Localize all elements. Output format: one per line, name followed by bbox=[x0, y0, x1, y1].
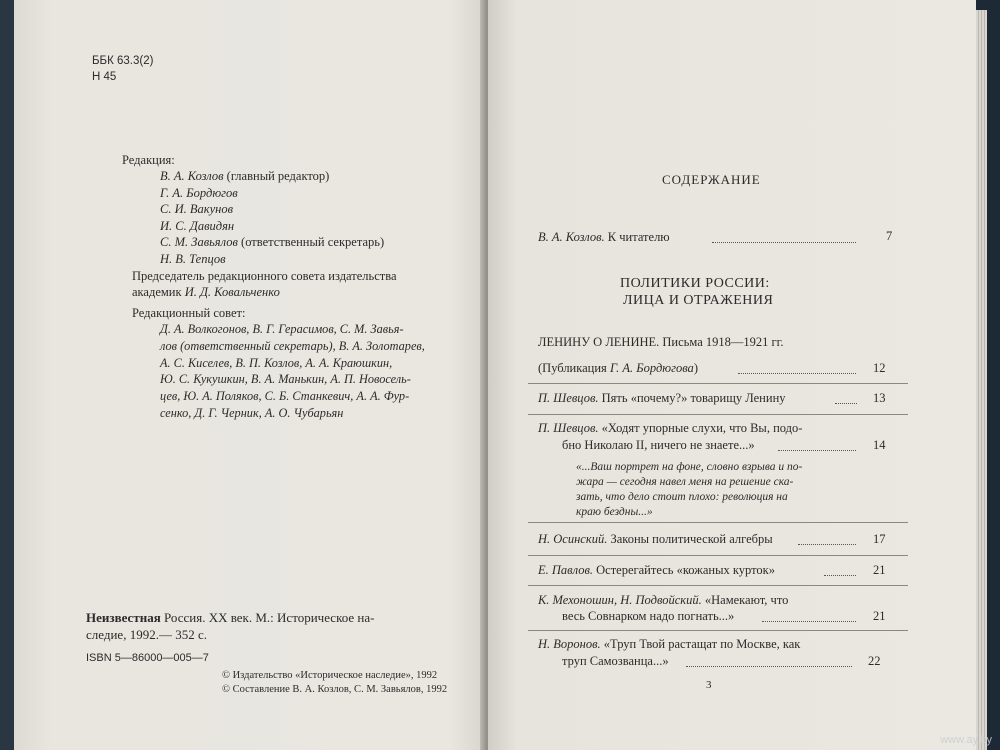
council-line: Д. А. Волкогонов, В. Г. Герасимов, С. М. Завья- bbox=[160, 322, 404, 336]
leader-dots bbox=[738, 373, 856, 374]
leader-dots bbox=[686, 666, 852, 667]
toc-author: Н. Осинский. bbox=[538, 532, 608, 546]
page-number-intro: 7 bbox=[886, 229, 893, 243]
toc-entry-6-line-1 bbox=[538, 637, 800, 652]
editor-name: В. А. Козлов bbox=[160, 169, 224, 183]
leader-dots bbox=[762, 621, 856, 622]
page-number-lenin: 12 bbox=[873, 361, 886, 375]
council-line: лов (ответственный секретарь), В. А. Золотарев, bbox=[160, 338, 425, 353]
editor-row bbox=[160, 186, 238, 201]
toc-title: Остерегайтесь «кожаных курток» bbox=[593, 563, 775, 577]
chairman-line: Председатель редакционного совета издательства bbox=[132, 269, 397, 283]
toc-author: Н. Воронов. bbox=[538, 637, 601, 651]
quote-line: зать, что дело стоит плохо: революция на bbox=[576, 491, 788, 503]
editor-name: И. С. Давидян bbox=[160, 218, 235, 233]
bbk-code: ББК 63.3(2) bbox=[92, 55, 154, 67]
leader-dots bbox=[798, 544, 856, 545]
leader-dots bbox=[712, 242, 856, 243]
editor-name: Н. В. Тепцов bbox=[160, 251, 226, 266]
pub-name: Г. А. Бордюгова bbox=[609, 361, 694, 375]
separator bbox=[528, 585, 908, 586]
toc-entry-6-line-2: труп Самозванца...» bbox=[562, 654, 669, 668]
editor-name: Г. А. Бордюгов bbox=[160, 185, 238, 200]
toc-author: К. Мехоношин, Н. Подвойский. bbox=[538, 593, 702, 607]
toc-title: «Ходят упорные слухи, что Вы, подо- bbox=[598, 421, 803, 435]
editor-row bbox=[160, 202, 233, 217]
toc-title: «Намекают, что bbox=[701, 593, 789, 607]
council-line: сенко, Д. Г. Черник, А. О. Чубарьян bbox=[160, 406, 344, 420]
chairman bbox=[132, 285, 280, 300]
editor-row bbox=[160, 252, 226, 267]
editor-name: С. М. Завьялов bbox=[160, 235, 238, 249]
separator bbox=[528, 383, 908, 384]
toc-author: Е. Павлов. bbox=[538, 563, 593, 577]
bibliographic-line-1 bbox=[86, 610, 374, 625]
toc-author: П. Шевцов. bbox=[538, 421, 599, 435]
toc-author: В. А. Козлов. bbox=[538, 230, 605, 244]
council-line: А. С. Киселев, В. П. Козлов, А. А. Краюшкин, bbox=[160, 355, 393, 370]
page-number-entry-1: 13 bbox=[873, 391, 886, 405]
editor-row bbox=[160, 169, 329, 184]
page-number-entry-5: 21 bbox=[873, 609, 886, 623]
right-page bbox=[488, 0, 976, 750]
author-index: Н 45 bbox=[92, 71, 117, 83]
editor-row bbox=[160, 219, 234, 234]
lenin-letters-heading: ЛЕНИНУ О ЛЕНИНЕ. Письма 1918—1921 гг. bbox=[538, 335, 784, 349]
toc-entry-5-line-1 bbox=[538, 593, 788, 608]
quote-line: жара — сегодня навел меня на решение ска- bbox=[576, 476, 794, 488]
editor-name: С. И. Вакунов bbox=[160, 202, 234, 216]
section-title-line-1: ПОЛИТИКИ РОССИИ: bbox=[620, 276, 770, 291]
bibliographic-line-2: следие, 1992.— 352 с. bbox=[86, 627, 207, 642]
separator bbox=[528, 555, 908, 556]
toc-entry-2-line-2: бно Николаю II, ничего не знаете...» bbox=[562, 438, 755, 452]
toc-entry-1 bbox=[538, 391, 786, 406]
separator bbox=[528, 630, 908, 631]
editor-role: (главный редактор) bbox=[223, 169, 330, 183]
quote-line: «...Ваш портрет на фоне, словно взрыва и по- bbox=[576, 461, 803, 473]
watermark: www.ay.by bbox=[940, 734, 992, 746]
biblio-line1-text: Россия. XX век. М.: Историческое на- bbox=[160, 610, 375, 625]
chairman-title: академик bbox=[132, 285, 185, 299]
council-line: цев, Ю. А. Поляков, С. Б. Станкевич, А. А. Фур- bbox=[160, 389, 410, 404]
separator bbox=[528, 414, 908, 415]
toc-title: Законы политической алгебры bbox=[607, 532, 773, 546]
page-number-entry-2: 14 bbox=[873, 438, 886, 452]
editor-role: (ответственный секретарь) bbox=[237, 235, 385, 249]
chairman-name: И. Д. Ковальченко bbox=[184, 285, 280, 299]
toc-entry-2-line-1 bbox=[538, 421, 802, 436]
pub-prefix: (Публикация bbox=[538, 361, 610, 375]
toc-author: П. Шевцов. bbox=[538, 391, 599, 405]
pub-suffix: ) bbox=[693, 361, 698, 375]
editor-row bbox=[160, 235, 384, 250]
leader-dots bbox=[778, 450, 856, 451]
page-number-entry-3: 17 bbox=[873, 532, 886, 546]
biblio-title-bold: Неизвестная bbox=[86, 610, 161, 625]
isbn: ISBN 5—86000—005—7 bbox=[86, 652, 209, 664]
copyright-publisher: © Издательство «Историческое наследие», 1992 bbox=[222, 670, 438, 681]
toc-title: «Труп Твой растащат по Москве, как bbox=[600, 637, 801, 651]
council-heading: Редакционный совет: bbox=[132, 306, 246, 320]
toc-entry-3 bbox=[538, 532, 773, 547]
copyright-compilers: © Составление В. А. Козлов, С. М. Завьялов, 1992 bbox=[222, 684, 448, 695]
quote-line: краю бездны...» bbox=[576, 506, 653, 518]
page-number-entry-4: 21 bbox=[873, 563, 886, 577]
council-line: Ю. С. Кукушкин, В. А. Манькин, А. П. Новосель- bbox=[160, 372, 411, 387]
contents-title: СОДЕРЖАНИЕ bbox=[662, 172, 761, 187]
toc-title: Пять «почему?» товарищу Ленину bbox=[598, 391, 786, 405]
left-page bbox=[14, 0, 486, 750]
toc-entry-5-line-2: весь Совнарком надо погнать...» bbox=[562, 609, 735, 623]
leader-dots bbox=[835, 403, 857, 404]
lenin-publication bbox=[538, 361, 698, 376]
toc-entry-intro bbox=[538, 230, 670, 245]
toc-title: К читателю bbox=[604, 230, 670, 244]
page-number-entry-6: 22 bbox=[868, 654, 881, 668]
editors-heading: Редакция: bbox=[122, 153, 175, 167]
separator bbox=[528, 522, 908, 523]
toc-entry-4 bbox=[538, 563, 775, 578]
leader-dots bbox=[824, 575, 856, 576]
folio-page-number: 3 bbox=[706, 679, 712, 691]
section-title-line-2: ЛИЦА И ОТРАЖЕНИЯ bbox=[623, 293, 774, 308]
